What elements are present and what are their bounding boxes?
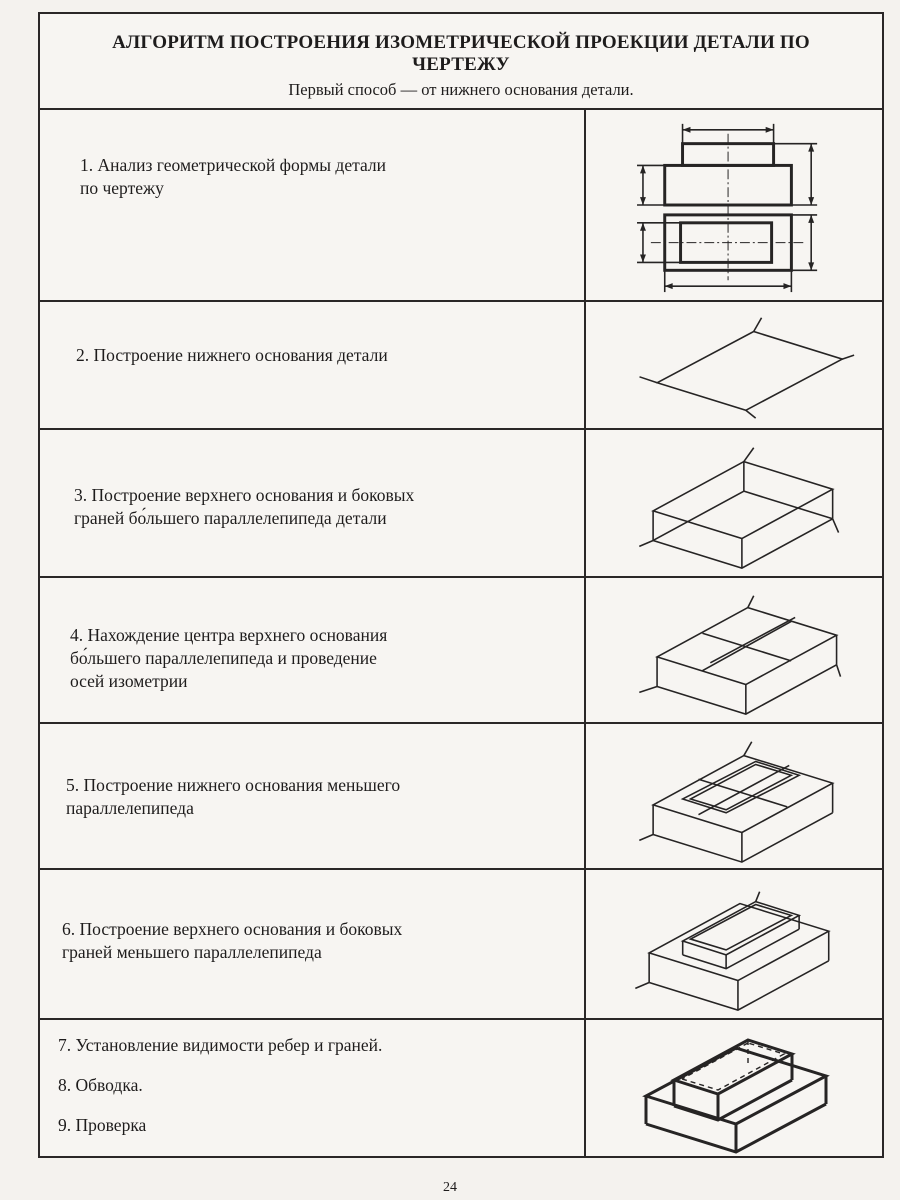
table-row-step-6 xyxy=(40,870,882,1020)
step-3-text: 3. Построение верхнего основания и боковых граней бо́льшего параллелепипеда детали xyxy=(74,485,415,528)
step-4-figure xyxy=(586,578,882,722)
step-text-cell xyxy=(40,1020,586,1156)
step-7-figure xyxy=(586,1020,882,1156)
table-row-step-3 xyxy=(40,430,882,578)
step-1-figure xyxy=(586,110,882,300)
step-text-cell xyxy=(40,302,586,428)
table-row-step-7 xyxy=(40,1020,882,1156)
step-2-text: 2. Построение нижнего основания детали xyxy=(76,345,388,365)
table-header xyxy=(40,14,882,110)
step-text-cell xyxy=(40,578,586,722)
small-box-icon xyxy=(586,870,882,1018)
page-subtitle: Первый способ — от нижнего основания детали. xyxy=(288,80,634,99)
step-text-cell xyxy=(40,430,586,576)
table-row-step-2 xyxy=(40,302,882,430)
step-text-cell xyxy=(40,870,586,1018)
step-7-text: 7. Установление видимости ребер и граней. xyxy=(58,1035,383,1055)
step-9-text: 9. Проверка xyxy=(58,1115,147,1135)
large-box-icon xyxy=(586,430,882,576)
step-3-figure xyxy=(586,430,882,576)
step-5-figure xyxy=(586,724,882,868)
bottom-base-icon xyxy=(586,302,882,428)
step-2-figure xyxy=(586,302,882,428)
axes-of-isometry-icon xyxy=(586,578,882,722)
final-detail-icon xyxy=(586,1020,882,1156)
algorithm-table xyxy=(38,12,884,1158)
step-6-figure xyxy=(586,870,882,1018)
step-6-text: 6. Построение верхнего основания и боковых граней меньшего параллелепипеда xyxy=(62,919,403,962)
table-row-step-4 xyxy=(40,578,882,724)
step-1-text: 1. Анализ геометрической формы детали по чертежу xyxy=(80,155,386,198)
step-text-cell xyxy=(40,110,586,300)
page-title: АЛГОРИТМ ПОСТРОЕНИЯ ИЗОМЕТРИЧЕСКОЙ ПРОЕКЦИИ ДЕТАЛИ ПО ЧЕРТЕЖУ xyxy=(112,32,810,75)
page-number: 24 xyxy=(443,1180,457,1195)
small-box-base-icon xyxy=(586,724,882,868)
orthographic-drawing-icon xyxy=(586,110,882,300)
step-5-text: 5. Построение нижнего основания меньшего параллелепипеда xyxy=(66,775,401,818)
step-8-text: 8. Обводка. xyxy=(58,1075,143,1095)
step-text-cell xyxy=(40,724,586,868)
table-row-step-1 xyxy=(40,110,882,302)
table-row-step-5 xyxy=(40,724,882,870)
step-4-text: 4. Нахождение центра верхнего основания бо́льшего параллелепипеда и проведение осей изометрии xyxy=(70,625,388,691)
